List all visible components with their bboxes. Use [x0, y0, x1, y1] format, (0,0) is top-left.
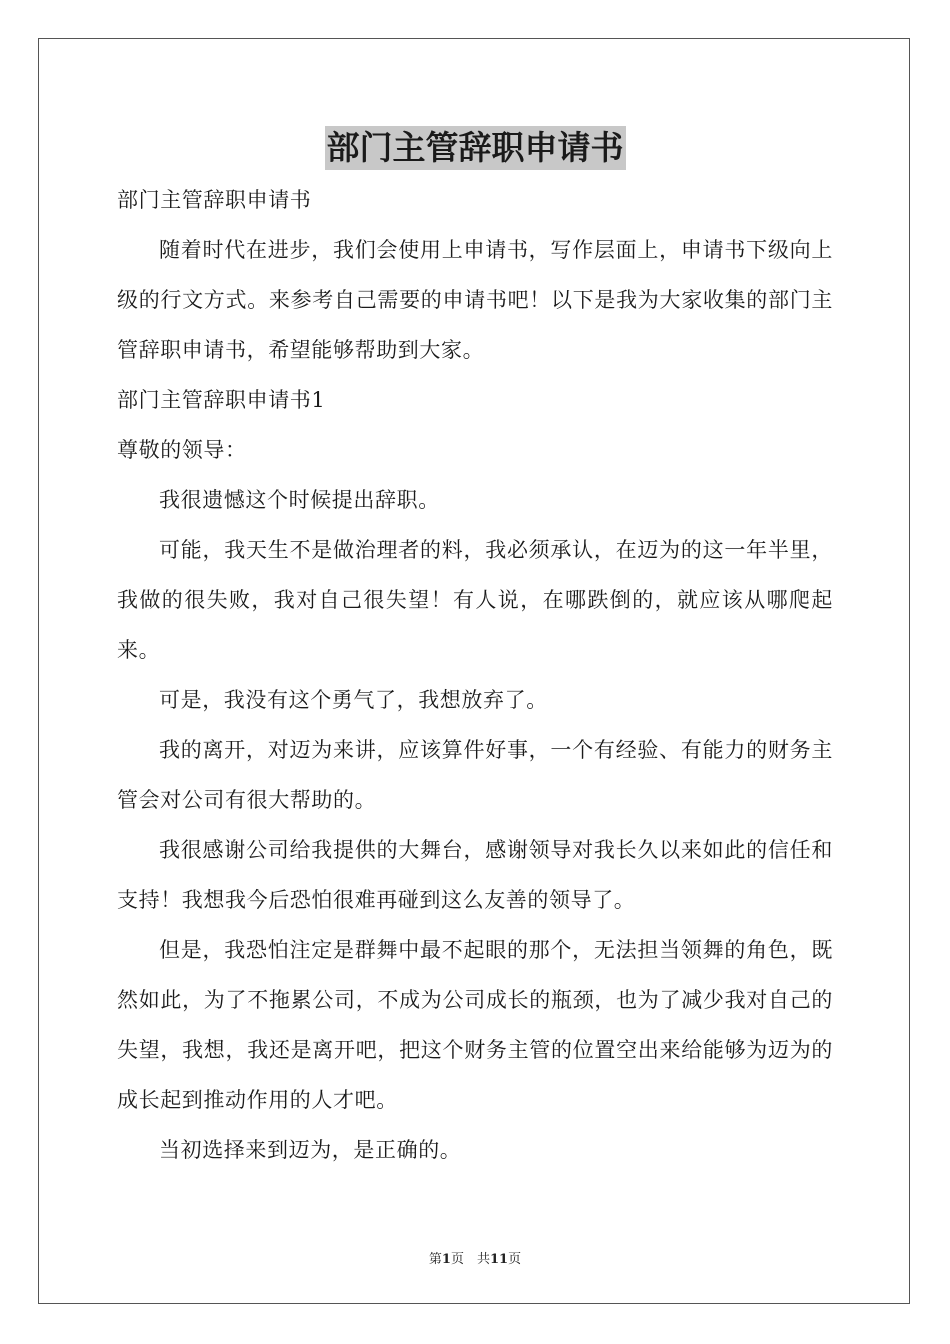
intro-paragraph: 随着时代在进步，我们会使用上申请书，写作层面上，申请书下级向上级的行文方式。来参考自己需要的申请书吧！以下是我为大家收集的部门主管辞职申请书，希望能够帮助到大家。 — [117, 238, 833, 362]
section-heading: 部门主管辞职申请书1 — [117, 388, 326, 412]
salutation: 尊敬的领导： — [117, 438, 247, 462]
body-paragraph: 可是，我没有这个勇气了，我想放弃了。 — [159, 688, 548, 712]
body-paragraph: 我很感谢公司给我提供的大舞台，感谢领导对我长久以来如此的信任和支持！我想我今后恐怕很难再碰到这么友善的领导了。 — [117, 838, 833, 912]
body-paragraph: 可能，我天生不是做治理者的料，我必须承认，在迈为的这一年半里，我做的很失败，我对自己很失望！有人说，在哪跌倒的，就应该从哪爬起来。 — [117, 538, 833, 662]
footer-page-total: 11 — [489, 1252, 509, 1267]
page-footer — [0, 1248, 950, 1267]
body-paragraph: 我的离开，对迈为来讲，应该算件好事，一个有经验、有能力的财务主管会对公司有很大帮助的。 — [117, 738, 833, 812]
footer-page-current: 1 — [441, 1252, 451, 1267]
document-title: 部门主管辞职申请书 — [325, 126, 626, 170]
document-subtitle: 部门主管辞职申请书 — [117, 188, 312, 212]
body-paragraph: 但是，我恐怕注定是群舞中最不起眼的那个，无法担当领舞的角色，既然如此，为了不拖累公司，不成为公司成长的瓶颈，也为了减少我对自己的失望，我想，我还是离开吧，把这个财务主管的位置空出来给能够为迈为的成长起到推动作用的人才吧。 — [117, 938, 833, 1112]
footer-page-prefix: 第 — [428, 1252, 442, 1267]
footer-page-mid: 页 共 — [450, 1252, 490, 1267]
document-body — [117, 175, 833, 1175]
title-wrap — [0, 126, 950, 170]
footer-page-suffix: 页 — [508, 1252, 522, 1267]
body-paragraph: 当初选择来到迈为，是正确的。 — [159, 1138, 462, 1162]
body-paragraph: 我很遗憾这个时候提出辞职。 — [159, 488, 440, 512]
